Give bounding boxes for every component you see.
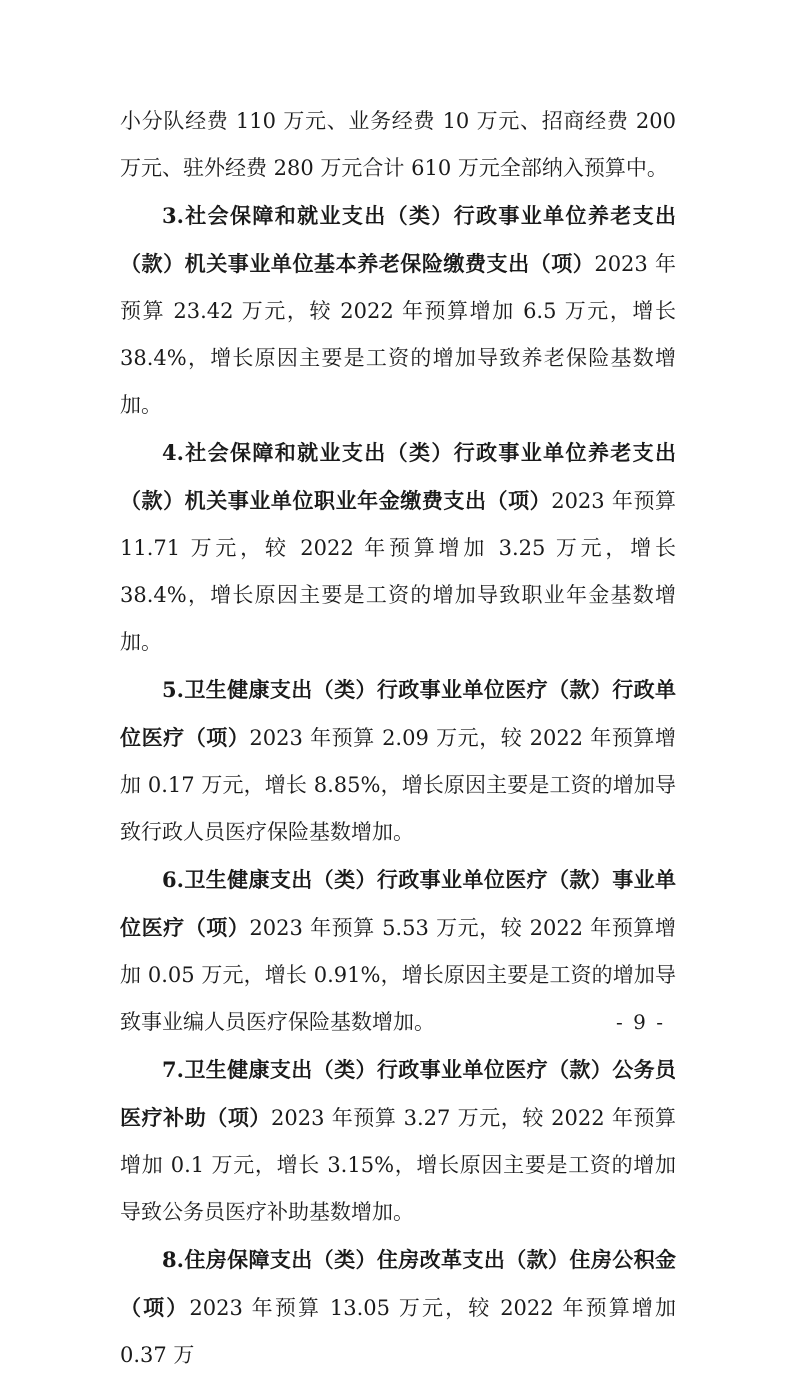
paragraph-heading: 3.社会保障和就业支出（类）行政事业单位养老支出（款）机关事业单位基本养老保险缴费支出（项） (120, 203, 676, 276)
paragraph-text: 2023 年预算 2.09 万元，较 2022 年预算增加 0.17 万元，增长 8.85%，增长原因主要是工资的增加导致行政人员医疗保险基数增加。 (120, 726, 676, 844)
body-text (120, 98, 676, 1379)
paragraph-heading: 4.社会保障和就业支出（类）行政事业单位养老支出（款）机关事业单位职业年金缴费支出（项） (120, 440, 676, 513)
paragraph-text: 小分队经费 110 万元、业务经费 10 万元、招商经费 200 万元、驻外经费 280 万元合计 610 万元全部纳入预算中。 (120, 109, 676, 180)
paragraph-item-4 (120, 429, 676, 666)
paragraph-text: 2023 年预算 13.05 万元，较 2022 年预算增加 0.37 万 (120, 1296, 676, 1367)
paragraph-heading: 6.卫生健康支出（类）行政事业单位医疗（款）事业单位医疗（项） (120, 867, 676, 940)
paragraph-heading: 8.住房保障支出（类）住房改革支出（款）住房公积金（项） (120, 1247, 676, 1320)
paragraph-item-3 (120, 192, 676, 429)
page-number: - 9 - (616, 1010, 665, 1034)
paragraph-text: 2023 年预算 5.53 万元，较 2022 年预算增加 0.05 万元，增长 0.91%，增长原因主要是工资的增加导致事业编人员医疗保险基数增加。 (120, 916, 676, 1034)
paragraph-text: 2023 年预算 3.27 万元，较 2022 年预算增加 0.1 万元，增长 3.15%，增长原因主要是工资的增加导致公务员医疗补助基数增加。 (120, 1106, 676, 1224)
paragraph-text: 2023 年预算 11.71 万元，较 2022 年预算增加 3.25 万元，增长 38.4%，增长原因主要是工资的增加导致职业年金基数增加。 (120, 489, 677, 654)
paragraph-continuation (120, 98, 676, 192)
paragraph-item-5 (120, 666, 676, 856)
paragraph-heading: 5.卫生健康支出（类）行政事业单位医疗（款）行政单位医疗（项） (120, 677, 676, 750)
paragraph-item-8 (120, 1236, 676, 1379)
paragraph-text: 2023 年预算 23.42 万元，较 2022 年预算增加 6.5 万元，增长 38.4%，增长原因主要是工资的增加导致养老保险基数增加。 (120, 252, 677, 417)
paragraph-item-7 (120, 1046, 676, 1236)
paragraph-heading: 7.卫生健康支出（类）行政事业单位医疗（款）公务员医疗补助（项） (120, 1057, 676, 1130)
paragraph-item-6 (120, 856, 676, 1046)
